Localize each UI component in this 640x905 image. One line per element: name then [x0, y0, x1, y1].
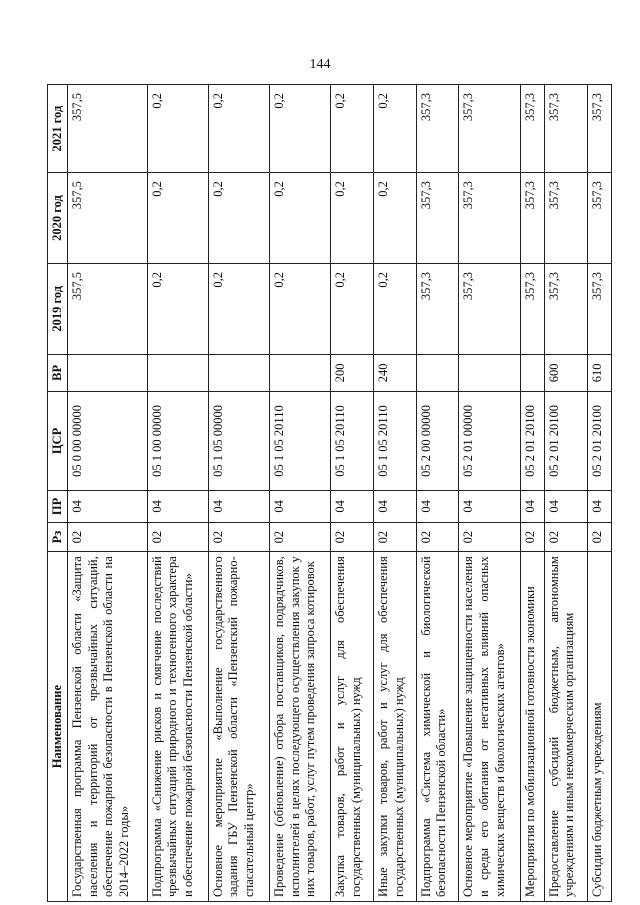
- row-name: Иные закупки товаров, работ и услуг для обеспечения государственных (муниципальных) нужд: [373, 552, 416, 902]
- row-pr: 04: [459, 490, 520, 522]
- row-name: Государственная программа Пензенской области «Защита населения и территорий от чрезвычайных ситуаций, обеспечение пожарной безопасности в Пензенской области на 2014–2022 годы»: [68, 552, 148, 902]
- row-2021: 0,2: [373, 85, 416, 173]
- row-rz: 02: [147, 522, 208, 551]
- row-pr: 04: [269, 490, 330, 522]
- row-vr: 600: [544, 354, 587, 391]
- row-name: Подпрограмма «Система химической и биологической безопасности Пензенской области»: [416, 552, 459, 902]
- table-row: [331, 85, 374, 902]
- row-csr: 05 0 00 00000: [68, 392, 148, 491]
- row-name: Проведение (обновление) отбора поставщиков, подрядчиков, исполнителей в целях последующего осуществления закупок у них товаров, работ, услуг путем проведения запроса котировок: [269, 552, 330, 902]
- row-name: Субсидии бюджетным учреждениям: [587, 552, 611, 902]
- row-pr: 04: [416, 490, 459, 522]
- row-rz: 02: [373, 522, 416, 551]
- row-vr: [416, 354, 459, 391]
- header-rz: Рз: [48, 522, 68, 551]
- table-row: [544, 85, 587, 902]
- table-row: [68, 85, 148, 902]
- table-row: [208, 85, 269, 902]
- page-number: 144: [309, 57, 331, 72]
- table-row: [373, 85, 416, 902]
- table-row: [520, 85, 544, 902]
- row-csr: 05 1 05 20110: [373, 392, 416, 491]
- row-2021: 357,3: [416, 85, 459, 173]
- row-2019: 0,2: [208, 263, 269, 354]
- row-rz: 02: [459, 522, 520, 551]
- row-2021: 357,3: [459, 85, 520, 173]
- table-header-row: [48, 85, 68, 902]
- row-2019: 0,2: [373, 263, 416, 354]
- row-vr: 200: [331, 354, 374, 391]
- row-csr: 05 2 01 00000: [459, 392, 520, 491]
- row-pr: 04: [147, 490, 208, 522]
- row-2019: 357,3: [544, 263, 587, 354]
- row-csr: 05 2 00 00000: [416, 392, 459, 491]
- row-rz: 02: [208, 522, 269, 551]
- row-csr: 05 2 01 20100: [520, 392, 544, 491]
- row-vr: [68, 354, 148, 391]
- row-name: Основное мероприятие «Выполнение государственного задания ГБУ Пензенской области «Пензенский пожарно-спасательный центр»: [208, 552, 269, 902]
- row-2021: 0,2: [331, 85, 374, 173]
- header-2021: 2021 год: [48, 85, 68, 173]
- row-2020: 357,3: [459, 173, 520, 264]
- header-name: Наименование: [48, 552, 68, 902]
- row-csr: 05 1 00 00000: [147, 392, 208, 491]
- row-pr: 04: [520, 490, 544, 522]
- row-2020: 0,2: [208, 173, 269, 264]
- row-vr: 240: [373, 354, 416, 391]
- row-pr: 04: [373, 490, 416, 522]
- row-2020: 357,3: [587, 173, 611, 264]
- row-2020: 357,3: [416, 173, 459, 264]
- row-rz: 02: [269, 522, 330, 551]
- row-2020: 0,2: [373, 173, 416, 264]
- row-2021: 357,5: [68, 85, 148, 173]
- row-2021: 357,3: [544, 85, 587, 173]
- row-2019: 0,2: [331, 263, 374, 354]
- row-2020: 357,3: [544, 173, 587, 264]
- row-rz: 02: [68, 522, 148, 551]
- row-2019: 357,5: [68, 263, 148, 354]
- row-name: Закупка товаров, работ и услуг для обеспечения государственных (муниципальных) нужд: [331, 552, 374, 902]
- row-pr: 04: [544, 490, 587, 522]
- row-2021: 0,2: [269, 85, 330, 173]
- header-csr: ЦСР: [48, 392, 68, 491]
- row-2019: 0,2: [269, 263, 330, 354]
- row-rz: 02: [587, 522, 611, 551]
- header-vr: ВР: [48, 354, 68, 391]
- row-name: Подпрограмма «Снижение рисков и смягчение последствий чрезвычайных ситуаций природного и техногенного характера и обеспечение пожарной безопасности Пензенской области»: [147, 552, 208, 902]
- row-vr: [459, 354, 520, 391]
- row-csr: 05 1 05 20110: [331, 392, 374, 491]
- row-2019: 357,3: [587, 263, 611, 354]
- row-rz: 02: [520, 522, 544, 551]
- row-name: Мероприятия по мобилизационной готовности экономики: [520, 552, 544, 902]
- row-rz: 02: [544, 522, 587, 551]
- table-row: [269, 85, 330, 902]
- row-2019: 0,2: [147, 263, 208, 354]
- row-2020: 0,2: [147, 173, 208, 264]
- row-rz: 02: [331, 522, 374, 551]
- row-2021: 0,2: [208, 85, 269, 173]
- row-vr: [269, 354, 330, 391]
- header-2020: 2020 год: [48, 173, 68, 264]
- header-2019: 2019 год: [48, 263, 68, 354]
- row-pr: 04: [68, 490, 148, 522]
- row-pr: 04: [331, 490, 374, 522]
- row-2019: 357,3: [520, 263, 544, 354]
- table-row: [459, 85, 520, 902]
- table-row: [416, 85, 459, 902]
- row-2021: 357,3: [520, 85, 544, 173]
- row-vr: [208, 354, 269, 391]
- row-name: Предоставление субсидий бюджетным, автономным учреждениям и иным некоммерческим организациям: [544, 552, 587, 902]
- rotated-table-container: [47, 84, 612, 902]
- row-2020: 0,2: [331, 173, 374, 264]
- table-row: [147, 85, 208, 902]
- budget-table: [47, 84, 612, 902]
- table-row: [587, 85, 611, 902]
- row-2020: 0,2: [269, 173, 330, 264]
- row-2020: 357,5: [68, 173, 148, 264]
- row-pr: 04: [587, 490, 611, 522]
- row-rz: 02: [416, 522, 459, 551]
- row-2021: 0,2: [147, 85, 208, 173]
- header-pr: ПР: [48, 490, 68, 522]
- row-vr: 610: [587, 354, 611, 391]
- row-name: Основное мероприятие «Повышение защищенности населения и среды его обитания от негативных влияний опасных химических веществ и биологических агентов»: [459, 552, 520, 902]
- row-2019: 357,3: [416, 263, 459, 354]
- row-2020: 357,3: [520, 173, 544, 264]
- row-vr: [520, 354, 544, 391]
- row-2021: 357,3: [587, 85, 611, 173]
- row-csr: 05 1 05 00000: [208, 392, 269, 491]
- row-csr: 05 2 01 20100: [544, 392, 587, 491]
- row-pr: 04: [208, 490, 269, 522]
- row-csr: 05 2 01 20100: [587, 392, 611, 491]
- row-vr: [147, 354, 208, 391]
- row-csr: 05 1 05 20110: [269, 392, 330, 491]
- row-2019: 357,3: [459, 263, 520, 354]
